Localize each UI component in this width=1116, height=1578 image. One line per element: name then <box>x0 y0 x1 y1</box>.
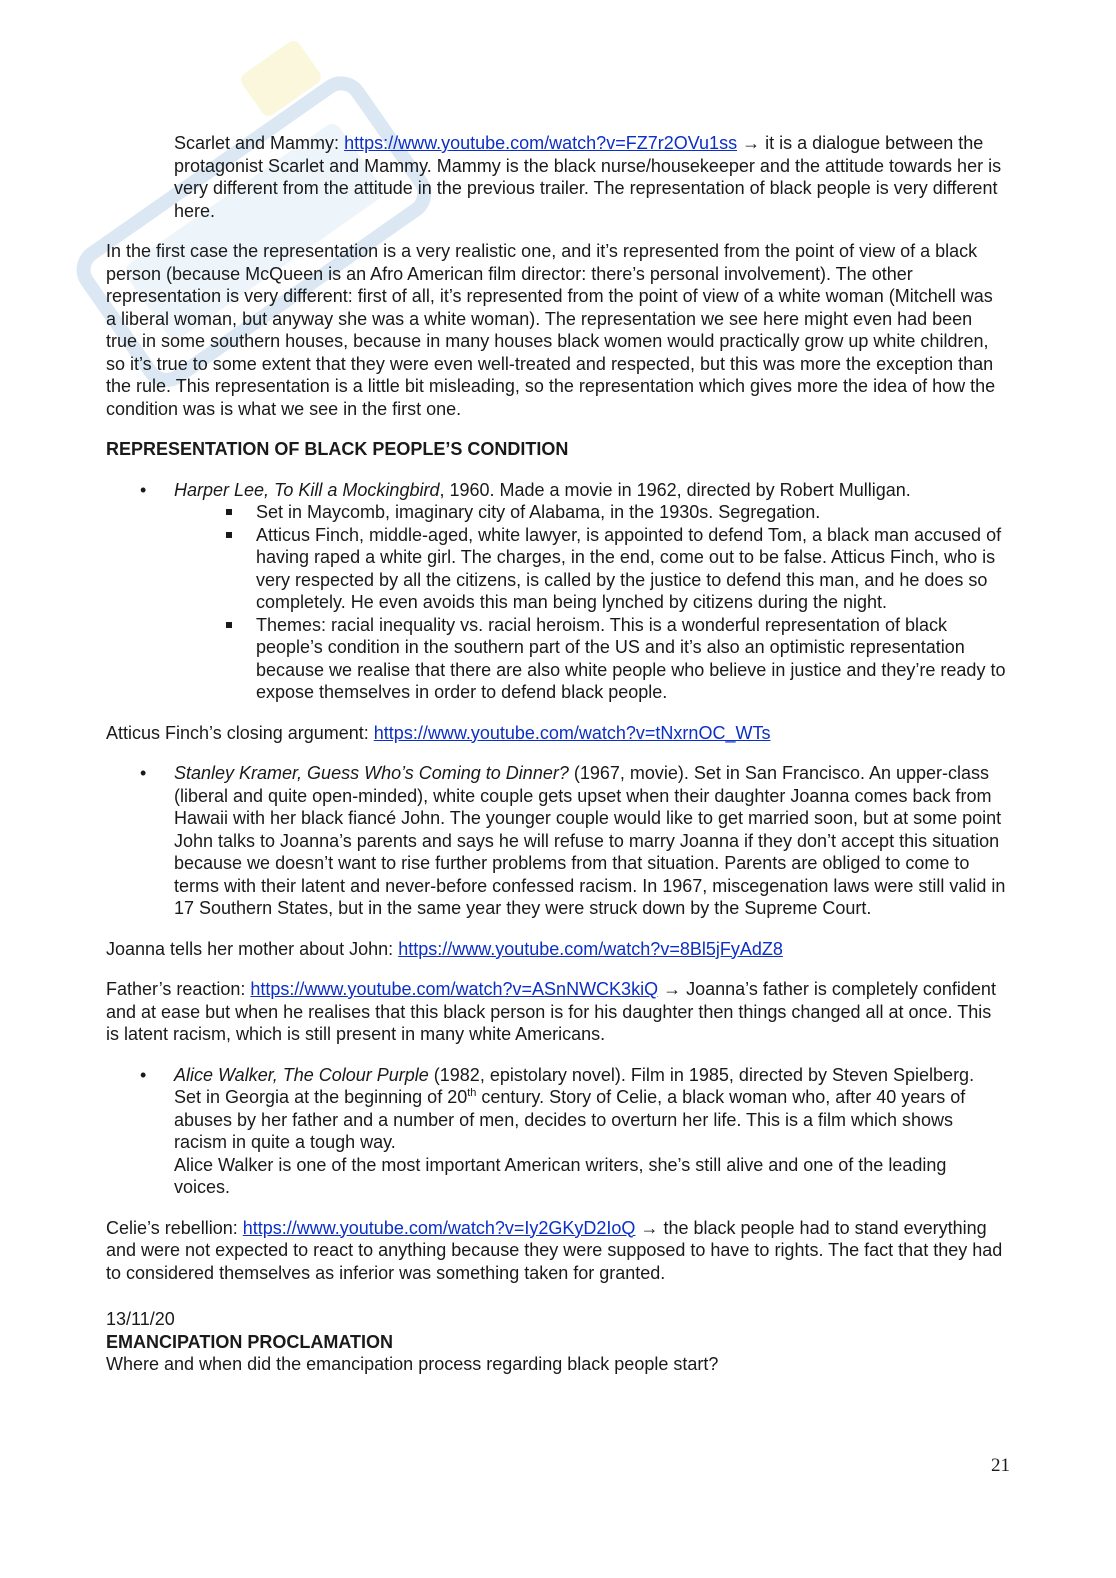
mockingbird-list <box>106 479 1006 704</box>
atticus-link[interactable]: https://www.youtube.com/watch?v=tNxrnOC_WTs <box>373 722 771 743</box>
page-number: 21 <box>991 1455 1010 1476</box>
question-text: Where and when did the emancipation process regarding black people start? <box>106 1354 719 1374</box>
celie-link[interactable]: https://www.youtube.com/watch?v=Iy2GKyD2IoQ <box>242 1217 636 1238</box>
sub-list-item: Set in Maycomb, imaginary city of Alabama, in the 1930s. Segregation. <box>106 501 1006 524</box>
father-text: Joanna’s father is completely confident and at ease but when he realises that this black person is for his daughter then things changed all at once. This is latent racism, which is still present in many white Americans. <box>106 979 996 1044</box>
father-link[interactable]: https://www.youtube.com/watch?v=ASnNWCK3kiQ <box>250 979 659 999</box>
arrow-icon: → <box>737 133 766 153</box>
arrow-icon: → <box>635 1217 664 1238</box>
representation-paragraph: In the first case the representation is a very realistic one, and it’s represented from the point of view of a black person (because McQueen is an Afro American film director: there’s personal involvement). The other representation is very different: first of all, it’s represented from the point of view of a white woman (Mitchell was a liberal woman, but anyway she was a white woman). The representation we see here might even had been true in some southern houses, because in many houses black women would practically grow up white children, so it’s true to some extent that they were even well-treated and respected, but this was more the exception than the rule. This representation is a little bit misleading, so the representation which gives more the idea of how the condition was is what we see in the first one. <box>106 241 996 419</box>
purple-text-1: (1982, epistolary novel). Film in 1985, directed by Steven Spielberg. Set in Georgia at the beginning of 20 <box>174 1064 975 1107</box>
sub-list-item: Atticus Finch, middle-aged, white lawyer, is appointed to defend Tom, a black man accused of having raped a white girl. The charges, in the end, come out to be false. Atticus Finch, who is very respected by all the citizens, is called by the justice to defend this man, and he does so completely. He even avoids this man being lynched by citizens during the night. <box>106 524 1006 614</box>
dinner-text: (1967, movie). Set in San Francisco. An upper-class (liberal and quite open-minded), white couple gets upset when their daughter Joanna comes back from Hawaii with her black fiancé John. The younger couple would like to get married soon, but at some point John talks to Joanna’s parents and says he will refuse to marry Joanna if they don’t accept this situation because we doesn’t want to rise further problems from that situation. Parents are obliged to come to terms with their latent and never-before confessed racism. In 1967, miscegenation laws were still valid in 17 Southern States, but in the same year they were struck down by the Supreme Court. <box>174 763 1006 918</box>
section-heading-emancipation: EMANCIPATION PROCLAMATION <box>106 1331 393 1352</box>
scarlet-mammy-paragraph <box>106 132 1006 222</box>
page-content <box>106 132 1006 1376</box>
father-paragraph <box>106 978 1006 1046</box>
mockingbird-sublist <box>174 501 1006 704</box>
list-item <box>106 1064 1006 1199</box>
mockingbird-text: , 1960. Made a movie in 1962, directed by Robert Mulligan. <box>439 479 911 500</box>
purple-title: Alice Walker, The Colour Purple <box>174 1064 429 1085</box>
purple-list <box>106 1064 1006 1199</box>
celie-label: Celie’s rebellion: <box>106 1217 243 1238</box>
joanna-paragraph <box>106 938 1006 961</box>
date-label: 13/11/20 <box>106 1309 175 1329</box>
purple-text-3: Alice Walker is one of the most important American writers, she’s still alive and one of the leading voices. <box>174 1154 947 1197</box>
atticus-paragraph <box>106 722 1006 745</box>
scarlet-mammy-text: it is a dialogue between the protagonist Scarlet and Mammy. Mammy is the black nurse/housekeeper and the attitude towards her is very different from the attitude in the previous trailer. The representation of black people is very different here. <box>174 133 1002 221</box>
dinner-list <box>106 762 1006 920</box>
list-item <box>106 762 1006 920</box>
joanna-link[interactable]: https://www.youtube.com/watch?v=8Bl5jFyAdZ8 <box>398 938 783 959</box>
scarlet-mammy-link[interactable]: https://www.youtube.com/watch?v=FZ7r2OVu1ss <box>344 133 738 153</box>
purple-text-2: century. Story of Celie, a black woman who, after 40 years of abuses by her father and a number of men, decides to overturn her life. This is a film which shows racism in quite a tough way. <box>174 1087 966 1152</box>
father-label: Father’s reaction: <box>106 979 251 999</box>
dinner-title: Stanley Kramer, Guess Who’s Coming to Dinner? <box>174 763 569 783</box>
celie-paragraph <box>106 1217 1006 1285</box>
superscript: th <box>467 1087 477 1099</box>
scarlet-mammy-label: Scarlet and Mammy: <box>174 133 345 153</box>
arrow-icon: → <box>658 979 687 999</box>
atticus-label: Atticus Finch’s closing argument: <box>106 722 374 743</box>
section-heading-representation: REPRESENTATION OF BLACK PEOPLE’S CONDITION <box>106 439 569 459</box>
mockingbird-title: Harper Lee, To Kill a Mockingbird <box>174 479 440 500</box>
celie-text: the black people had to stand everything and were not expected to react to anything because they were supposed to have to rights. The fact that they had to considered themselves as inferior was something taken for granted. <box>106 1217 1003 1283</box>
sub-list-item: Themes: racial inequality vs. racial heroism. This is a wonderful representation of black people’s condition in the southern part of the US and it’s also an optimistic representation because we realise that there are also white people who believe in justice and they’re ready to expose themselves in order to defend black people. <box>106 614 1006 704</box>
joanna-label: Joanna tells her mother about John: <box>106 938 399 959</box>
list-item <box>106 479 1006 704</box>
